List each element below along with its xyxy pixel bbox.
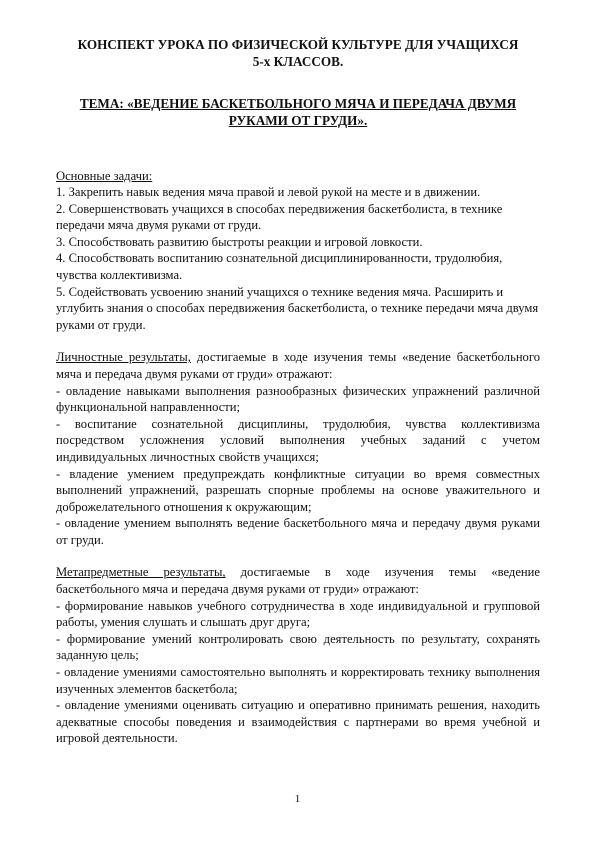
personal-result-item: - овладение умением выполнять ведение баскетбольного мяча и передачу двумя руками от груди. — [56, 516, 540, 547]
personal-results-list — [56, 383, 540, 549]
tasks-list — [56, 184, 540, 333]
task-item: 5. Содействовать усвоению знаний учащихся о технике ведения мяча. Расширить и углубить знания о способах передвижения баскетболиста, о технике передачи мяча двумя руками от груди. — [56, 284, 539, 332]
personal-result-item: - воспитание сознательной дисциплины, трудолюбия, чувства коллективизма посредством усложнения условий выполнения учебных заданий с учетом индивидуальных личностных свойств учащихся; — [56, 416, 540, 464]
meta-result-item: - формирование навыков учебного сотрудничества в ходе индивидуальной и групповой работы, умения слушать и слышать друг друга; — [56, 598, 540, 630]
topic-line-2: РУКАМИ ОТ ГРУДИ». — [228, 113, 368, 128]
personal-result-item: - овладение навыками выполнения разнообразных физических упражнений различной функциональной направленности; — [56, 383, 540, 415]
personal-results-intro — [56, 349, 540, 382]
meta-result-item: - формирование умений контролировать свою деятельность по результату, сохранять заданную цель; — [56, 631, 540, 663]
task-item: 3. Способствовать развитию быстроты реакции и игровой ловкости. — [56, 234, 423, 249]
page-number: 1 — [294, 793, 301, 805]
meta-result-item: - овладение умениями оценивать ситуацию и оперативно принимать решения, находить адекватные способы поведения и взаимодействия с партнерами во время учебной и игровой деятельности. — [56, 698, 540, 746]
meta-results-intro — [56, 564, 540, 597]
meta-results-list — [56, 598, 540, 747]
lesson-topic — [56, 95, 540, 129]
meta-results-heading: Метапредметные результаты, — [56, 565, 226, 580]
title-line-2: 5-х КЛАССОВ. — [252, 54, 344, 69]
meta-results-intro-text: достигаемые в ходе изучения темы «ведение баскетбольного мяча и передача двумя руками от груди» отражают: — [56, 565, 540, 597]
task-item: 2. Совершенствовать учащихся в способах передвижения баскетболиста, в технике передачи мяча двумя руками от груди. — [56, 201, 503, 233]
personal-result-item: - владение умением предупреждать конфликтные ситуации во время совместных выполнений упражнений, разрешать спорные проблемы на основе уважительного и доброжелательного отношения к окружающим; — [56, 466, 540, 514]
document-title — [56, 36, 540, 70]
personal-results-intro-text: достигаемые в ходе изучения темы «ведение баскетбольного мяча и передача двумя руками от груди» отражают: — [56, 350, 541, 381]
topic-line-1: ТЕМА: «ВЕДЕНИЕ БАСКЕТБОЛЬНОГО МЯЧА И ПЕРЕДАЧА ДВУМЯ — [79, 96, 517, 111]
title-line-1: КОНСПЕКТ УРОКА ПО ФИЗИЧЕСКОЙ КУЛЬТУРЕ ДЛЯ УЧАЩИХСЯ — [77, 37, 519, 52]
meta-result-item: - овладение умениями самостоятельно выполнять и корректировать технику выполнения изученных элементов баскетбола; — [56, 665, 540, 696]
task-item: 4. Способствовать воспитанию сознательной дисциплинированности, трудолюбия, чувства коллективизма. — [56, 251, 503, 282]
personal-results-heading: Личностные результаты, — [56, 350, 191, 365]
task-item: 1. Закрепить навык ведения мяча правой и левой рукой на месте и в движении. — [56, 185, 481, 199]
tasks-heading: Основные задачи: — [56, 169, 153, 183]
document-page — [56, 36, 540, 747]
